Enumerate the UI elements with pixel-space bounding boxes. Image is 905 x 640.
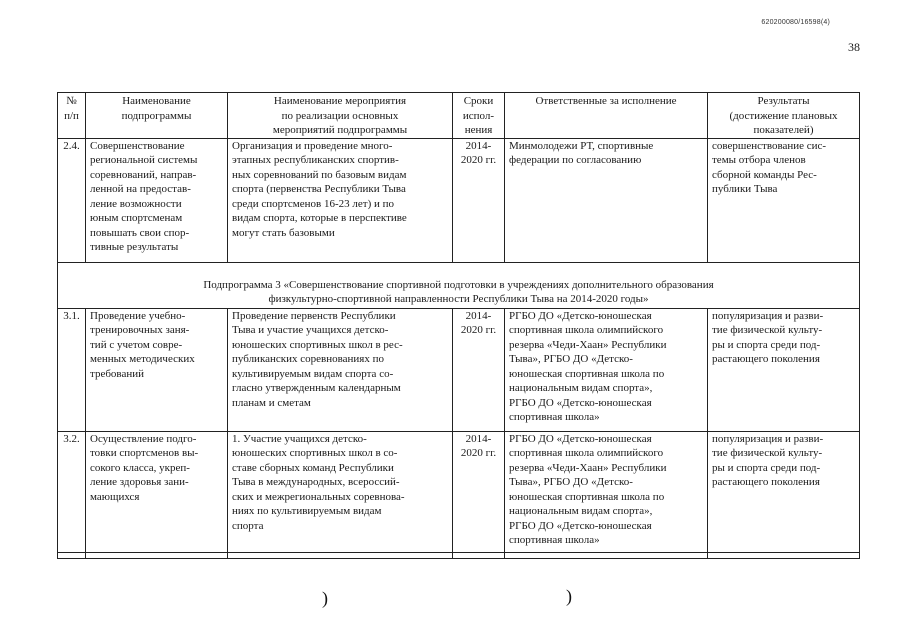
table-row bbox=[58, 308, 860, 431]
continuation-cell bbox=[708, 552, 860, 558]
subprogram-title: Подпрограмма 3 «Совершенствование спортивной подготовки в учреждениях дополнительного образования физкультурно-спортивной направленности Республики Тыва на 2014-2020 годы» bbox=[58, 262, 860, 308]
col-header-responsible: Ответственные за исполнение bbox=[505, 93, 708, 139]
result: популяризация и разви- тие физической культу- ры и спорта среди под- растающего поколения bbox=[708, 431, 860, 552]
continuation-cell bbox=[228, 552, 453, 558]
term: 2014- 2020 гг. bbox=[453, 138, 505, 262]
subprogram-name: Проведение учебно- тренировочных заня- тий с учетом совре- менных методических требований bbox=[86, 308, 228, 431]
event-name: 1. Участие учащихся детско- юношеских спортивных школ в со- ставе сборных команд Республики Тыва в международных, всероссий- ских и межрегиональных соревнова- ниях по культивируемым видам спорта bbox=[228, 431, 453, 552]
document-id: 620200080/16598(4) bbox=[761, 19, 830, 26]
table-continuation-row bbox=[58, 552, 860, 558]
handwritten-mark-left: ) bbox=[322, 588, 328, 608]
row-number: 2.4. bbox=[58, 138, 86, 262]
table-row bbox=[58, 138, 860, 262]
continuation-cell bbox=[58, 552, 86, 558]
handwritten-mark-right: ) bbox=[566, 586, 572, 606]
responsible: РГБО ДО «Детско-юношеская спортивная школа олимпийского резерва «Чеди-Хаан» Республики Тыва», РГБО ДО «Детско- юношеская спортивная школа по национальным видам спорта», РГБО ДО «Детско-юношеская спортивная школа» bbox=[505, 431, 708, 552]
responsible: РГБО ДО «Детско-юношеская спортивная школа олимпийского резерва «Чеди-Хаан» Республики Тыва», РГБО ДО «Детско- юношеская спортивная школа по национальным видам спорта», РГБО ДО «Детско-юношеская спортивная школа» bbox=[505, 308, 708, 431]
subprogram-name: Осуществление подго- товки спортсменов вы- сокого класса, укреп- ление здоровья зани- мающихся bbox=[86, 431, 228, 552]
col-header-event: Наименование мероприятия по реализации основных мероприятий подпрограммы bbox=[228, 93, 453, 139]
continuation-cell bbox=[453, 552, 505, 558]
col-header-term: Сроки испол- нения bbox=[453, 93, 505, 139]
event-name: Организация и проведение много- этапных республиканских спортив- ных соревнований по базовым видам спорта (первенства Республики Тыва среди спортсменов 16-23 лет) и по видам спорта, которые в перспективе могут стать базовыми bbox=[228, 138, 453, 262]
continuation-cell bbox=[505, 552, 708, 558]
row-number: 3.1. bbox=[58, 308, 86, 431]
program-table-container bbox=[57, 92, 859, 559]
row-number: 3.2. bbox=[58, 431, 86, 552]
col-header-number: № п/п bbox=[58, 93, 86, 139]
event-name: Проведение первенств Республики Тыва и участие учащихся детско- юношеских спортивных школ в рес- публиканских соревнованиях по культивируемым видам спорта со- гласно утвержденным календарным планам и сметам bbox=[228, 308, 453, 431]
table-row bbox=[58, 431, 860, 552]
subprogram-name: Совершенствование региональной системы соревнований, направ- ленной на предостав- ление возможности юным спортсменам повышать свои спор- тивные результаты bbox=[86, 138, 228, 262]
program-table bbox=[57, 92, 860, 559]
term: 2014- 2020 гг. bbox=[453, 308, 505, 431]
result: популяризация и разви- тие физической культу- ры и спорта среди под- растающего поколения bbox=[708, 308, 860, 431]
continuation-cell bbox=[86, 552, 228, 558]
term: 2014- 2020 гг. bbox=[453, 431, 505, 552]
result: совершенствование сис- темы отбора членов сборной команды Рес- публики Тыва bbox=[708, 138, 860, 262]
table-header-row bbox=[58, 93, 860, 139]
subprogram-heading-row bbox=[58, 262, 860, 308]
page-number: 38 bbox=[848, 40, 860, 54]
col-header-subprogram: Наименование подпрограммы bbox=[86, 93, 228, 139]
col-header-result: Результаты (достижение плановых показателей) bbox=[708, 93, 860, 139]
responsible: Минмолодежи РТ, спортивные федерации по согласованию bbox=[505, 138, 708, 262]
